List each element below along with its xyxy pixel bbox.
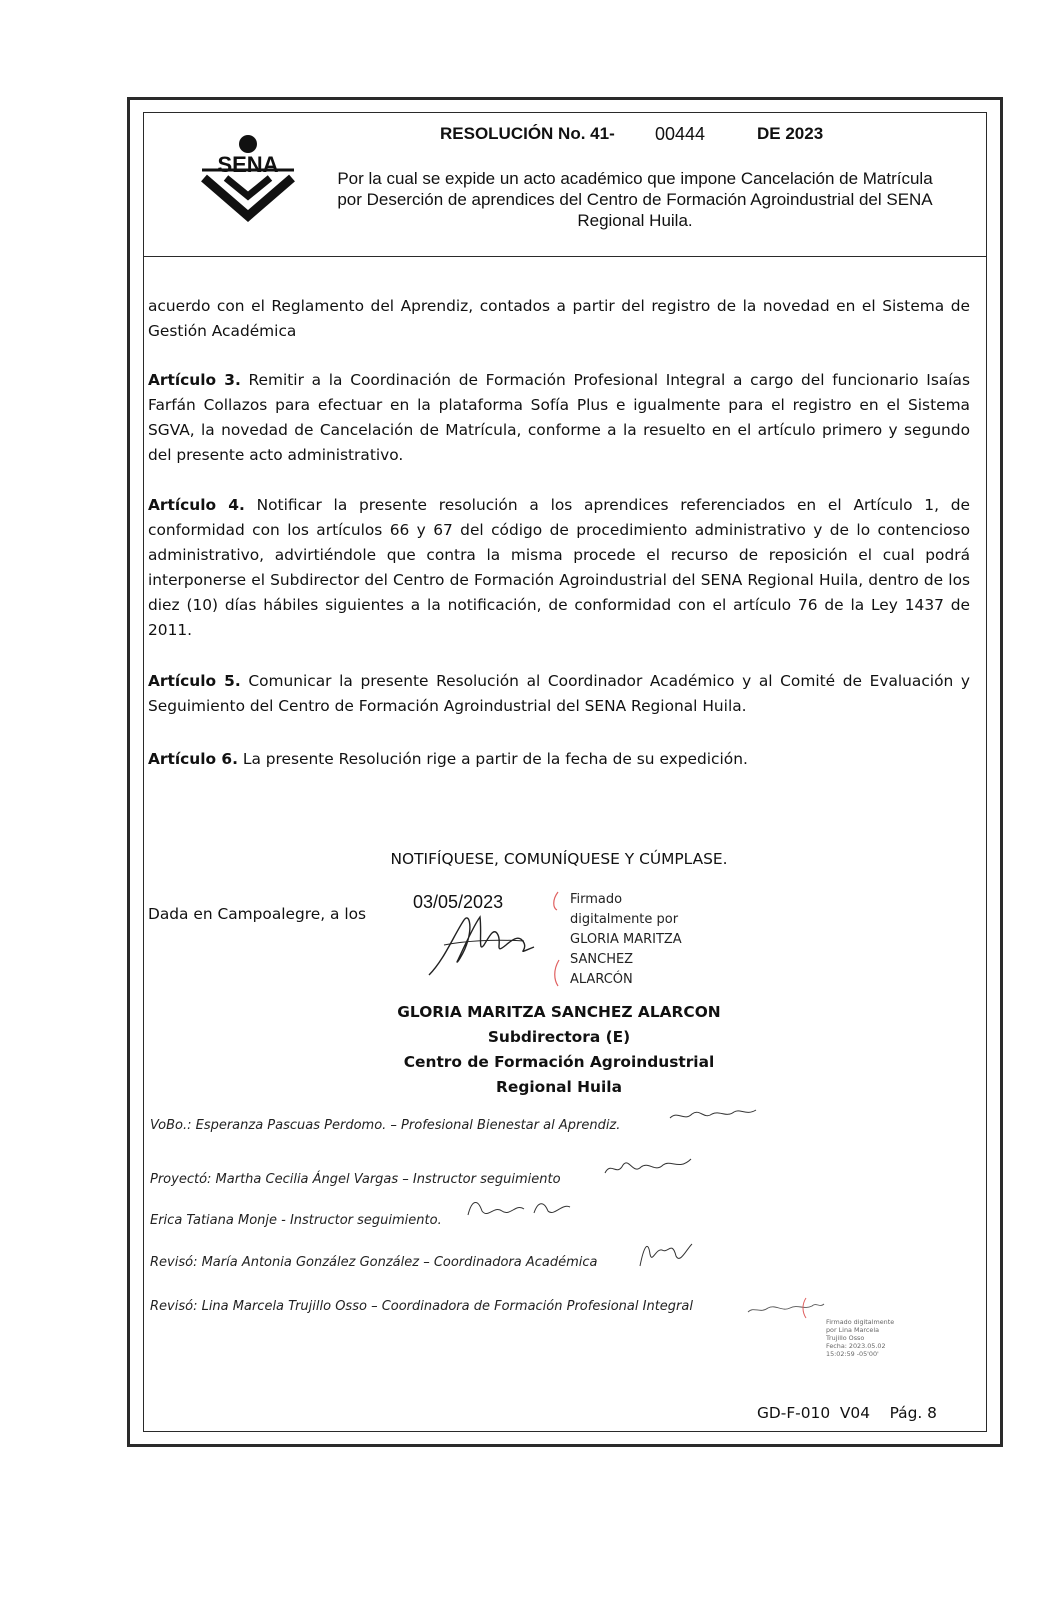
- sena-logo: [196, 130, 300, 226]
- handwritten-signature: [424, 905, 544, 985]
- reviso1-line: Revisó: María Antonia González González – Coordinadora Académica: [150, 1255, 598, 1270]
- digital-sig-line: GLORIA MARITZA: [570, 932, 682, 947]
- resolution-number: 00444: [655, 124, 706, 144]
- article-6: [148, 747, 970, 772]
- logo-text: SENA: [217, 152, 279, 177]
- digital-signature-small: [826, 1318, 894, 1358]
- reviso2-signature: [746, 1296, 826, 1320]
- article-3: [148, 368, 970, 468]
- signer-role: Subdirectora (E): [487, 1028, 631, 1046]
- vobo-signature: [668, 1104, 758, 1126]
- vobo-line: VoBo.: Esperanza Pascuas Perdomo. – Profesional Bienestar al Aprendiz.: [150, 1118, 621, 1133]
- erica-line: Erica Tatiana Monje - Instructor seguimiento.: [150, 1213, 442, 1228]
- header-divider: [143, 256, 987, 257]
- erica-signature: [464, 1195, 574, 1221]
- article-3-text: Remitir a la Coordinación de Formación Profesional Integral a cargo del funcionario Isaías Farfán Collazos para efectuar en la plataforma Sofía Plus e igualmente para el registro en el Sistema SGVA, la novedad de Cancelación de Matrícula, conforme a la resuelto en el artículo primero y segundo del presente acto administrativo.: [148, 371, 970, 464]
- proyecto-line: Proyectó: Martha Cecilia Ángel Vargas – Instructor seguimiento: [150, 1172, 561, 1187]
- article-3-label: Artículo 3.: [148, 371, 241, 389]
- digital2-line: 15:02:59 -05'00': [826, 1350, 879, 1358]
- article-4-text: Notificar la presente resolución a los aprendices referenciados en el Artículo 1, de conformidad con los artículos 66 y 67 del código de procedimiento administrativo y de lo contencioso administrativo, advirtiéndole que contra la misma procede el recurso de reposición el cual podrá interponerse el Subdirector del Centro de Formación Agroindustrial del SENA Regional Huila, dentro de los diez (10) días hábiles siguientes a la notificación, de conformidad con el artículo 76 de la Ley 1437 de 2011.: [148, 496, 970, 639]
- signer-name: GLORIA MARITZA SANCHEZ ALARCON: [397, 1003, 721, 1021]
- form-code-footer: GD-F-010 V04 Pág. 8: [757, 1404, 937, 1422]
- resolution-label: RESOLUCIÓN No. 41-: [440, 124, 615, 143]
- signature-date: 03/05/2023: [413, 892, 504, 912]
- article-4-label: Artículo 4.: [148, 496, 245, 514]
- article-6-label: Artículo 6.: [148, 750, 238, 768]
- digital2-line: Firmado digitalmente: [826, 1318, 895, 1326]
- article-5-text: Comunicar la presente Resolución al Coordinador Académico y al Comité de Evaluación y Seguimiento del Centro de Formación Agroindustrial del SENA Regional Huila.: [148, 672, 970, 715]
- digital2-line: Trujillo Osso: [826, 1334, 865, 1342]
- digital-signature-block: [570, 890, 682, 990]
- digital2-line: por Lina Marcela: [826, 1326, 880, 1334]
- given-in-text: Dada en Campoalegre, a los: [148, 905, 367, 923]
- article-4: [148, 493, 970, 643]
- article-5: [148, 669, 970, 719]
- digital-signature-mark: [549, 890, 563, 990]
- paragraph-continuation: acuerdo con el Reglamento del Aprendiz, contados a partir del registro de la novedad en el Sistema de Gestión Académica: [148, 297, 970, 340]
- digital-sig-line: SANCHEZ: [570, 952, 634, 967]
- digital2-line: Fecha: 2023.05.02: [826, 1342, 886, 1350]
- reviso1-signature: [636, 1236, 696, 1270]
- digital-sig-line: Firmado: [570, 892, 623, 907]
- resolution-year: DE 2023: [757, 124, 824, 143]
- proyecto-signature: [603, 1155, 693, 1181]
- article-5-label: Artículo 5.: [148, 672, 241, 690]
- resolution-subject: Por la cual se expide un acto académico que impone Cancelación de Matrícula por Deserción de aprendices del Centro de Formación Agroindustrial del SENA Regional Huila.: [337, 169, 933, 230]
- article-6-text: La presente Resolución rige a partir de la fecha de su expedición.: [237, 750, 748, 768]
- signer-center: Centro de Formación Agroindustrial: [403, 1053, 715, 1071]
- signer-block: [148, 1000, 970, 1100]
- digital-sig-line: digitalmente por: [570, 912, 679, 927]
- digital-sig-line: ALARCÓN: [570, 972, 633, 987]
- reviso2-line: Revisó: Lina Marcela Trujillo Osso – Coordinadora de Formación Profesional Integral: [150, 1299, 693, 1314]
- signer-region: Regional Huila: [496, 1078, 622, 1096]
- closing-formula: NOTIFÍQUESE, COMUNÍQUESE Y CÚMPLASE.: [390, 850, 728, 868]
